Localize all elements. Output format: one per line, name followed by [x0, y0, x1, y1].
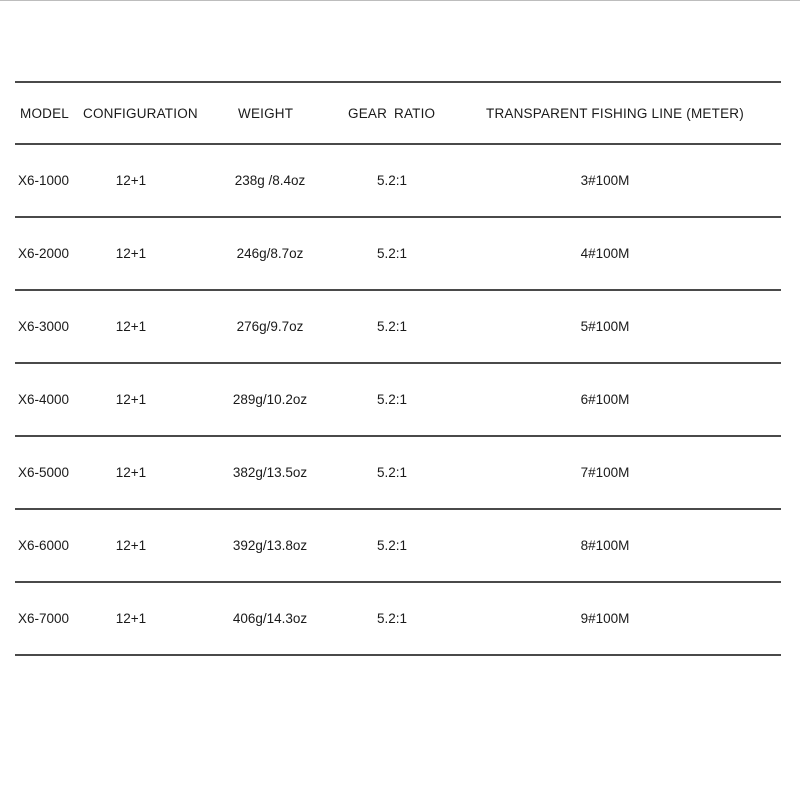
cell-fishing-line: 5#100M: [580, 319, 630, 334]
cell-weight: 289g/10.2oz: [232, 392, 308, 407]
cell-model: X6-5000: [18, 465, 70, 480]
cell-configuration: 12+1: [115, 538, 147, 553]
cell-fishing-line: 4#100M: [580, 246, 630, 261]
cell-configuration: 12+1: [115, 392, 147, 407]
table-row: [15, 291, 781, 362]
table-row: [15, 364, 781, 435]
cell-weight: 276g/9.7oz: [236, 319, 304, 334]
cell-model: X6-2000: [18, 246, 70, 261]
cell-fishing-line: 6#100M: [580, 392, 630, 407]
cell-model: X6-3000: [18, 319, 70, 334]
cell-weight: 392g/13.8oz: [232, 538, 308, 553]
table-row: [15, 583, 781, 654]
cell-gear-ratio: 5.2:1: [376, 611, 408, 626]
cell-gear-ratio: 5.2:1: [376, 246, 408, 261]
cell-fishing-line: 3#100M: [580, 173, 630, 188]
cell-model: X6-4000: [18, 392, 70, 407]
cell-configuration: 12+1: [115, 465, 147, 480]
cell-weight: 238g /8.4oz: [234, 173, 306, 188]
header-gear-ratio: GEAR RATIO: [348, 105, 436, 121]
table-row: [15, 437, 781, 508]
table-row: [15, 218, 781, 289]
cell-configuration: 12+1: [115, 246, 147, 261]
cell-gear-ratio: 5.2:1: [376, 173, 408, 188]
spec-table: [15, 81, 781, 656]
header-model: MODEL: [20, 105, 70, 121]
cell-gear-ratio: 5.2:1: [376, 465, 408, 480]
cell-weight: 382g/13.5oz: [232, 465, 308, 480]
table-row: [15, 510, 781, 581]
cell-model: X6-1000: [18, 173, 70, 188]
cell-gear-ratio: 5.2:1: [376, 319, 408, 334]
top-border-line: [0, 0, 800, 1]
cell-weight: 406g/14.3oz: [232, 611, 308, 626]
cell-gear-ratio: 5.2:1: [376, 538, 408, 553]
cell-model: X6-7000: [18, 611, 70, 626]
cell-weight: 246g/8.7oz: [236, 246, 304, 261]
cell-configuration: 12+1: [115, 611, 147, 626]
cell-fishing-line: 8#100M: [580, 538, 630, 553]
header-weight: WEIGHT: [238, 105, 294, 121]
table-rule: [15, 654, 781, 656]
header-fishing-line: TRANSPARENT FISHING LINE (METER): [486, 105, 744, 121]
cell-configuration: 12+1: [115, 173, 147, 188]
cell-configuration: 12+1: [115, 319, 147, 334]
header-configuration: CONFIGURATION: [83, 105, 198, 121]
cell-fishing-line: 9#100M: [580, 611, 630, 626]
cell-fishing-line: 7#100M: [580, 465, 630, 480]
cell-model: X6-6000: [18, 538, 70, 553]
table-header-row: [15, 83, 781, 143]
cell-gear-ratio: 5.2:1: [376, 392, 408, 407]
table-row: [15, 145, 781, 216]
